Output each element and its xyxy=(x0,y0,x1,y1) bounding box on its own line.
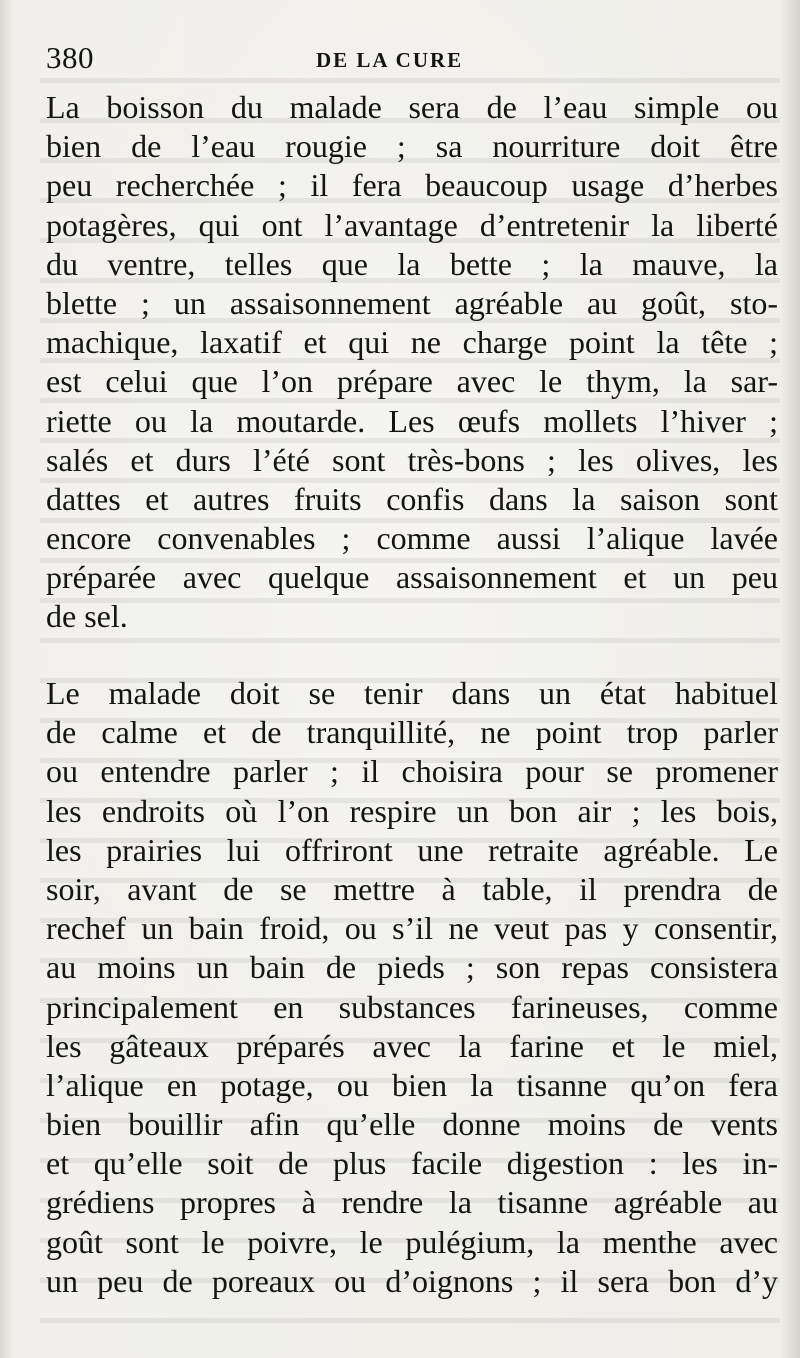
text-line: principalement en substances farineuses, comme xyxy=(46,988,778,1025)
text-line: un peu de poreaux ou d’oignons ; il sera bon d’y xyxy=(46,1262,778,1299)
text-line: l’alique en potage, ou bien la tisanne qu’on fera xyxy=(46,1066,778,1103)
text-line: La boisson du malade sera de l’eau simple ou xyxy=(46,89,778,125)
text-line: du ventre, telles que la bette ; la mauve, la xyxy=(46,245,778,282)
text-line: rechef un bain froid, ou s’il ne veut pas y consentir, xyxy=(46,910,778,947)
text-line: grédiens propres à rendre la tisanne agréable au xyxy=(46,1184,778,1221)
text-line: au moins un bain de pieds ; son repas consistera xyxy=(46,949,778,986)
text-line: les endroits où l’on respire un bon air ; les bois, xyxy=(46,792,778,829)
text-line: salés et durs l’été sont très-bons ; les olives, les xyxy=(46,441,778,478)
text-line: et qu’elle soit de plus facile digestion : les in- xyxy=(46,1145,778,1182)
text-line: peu recherchée ; il fera beaucoup usage d’herbes xyxy=(46,167,778,204)
text-line: dattes et autres fruits confis dans la saison sont xyxy=(46,480,778,517)
text-line: ou entendre parler ; il choisira pour se promener xyxy=(46,753,778,790)
text-line: est celui que l’on prépare avec le thym, la sar- xyxy=(46,363,778,400)
text-line: bien de l’eau rougie ; sa nourriture doit être xyxy=(46,128,778,165)
paragraph-1 xyxy=(46,88,778,637)
text-line: Le malade doit se tenir dans un état habituel xyxy=(46,675,778,711)
text-line: bien bouillir afin qu’elle donne moins de vents xyxy=(46,1106,778,1143)
paragraph-2 xyxy=(46,674,778,1301)
running-head: DE LA CURE xyxy=(316,48,464,72)
text-line: machique, laxatif et qui ne charge point la tête ; xyxy=(46,324,778,361)
text-line: goût sont le poivre, le pulégium, la menthe avec xyxy=(46,1223,778,1260)
text-line: de calme et de tranquillité, ne point trop parler xyxy=(46,714,778,751)
text-line: blette ; un assaisonnement agréable au goût, sto- xyxy=(46,284,778,321)
text-line: encore convenables ; comme aussi l’alique lavée xyxy=(46,520,778,557)
text-line: riette ou la moutarde. Les œufs mollets l’hiver ; xyxy=(46,402,778,439)
text-line: de sel. xyxy=(46,598,128,635)
text-line: préparée avec quelque assaisonnement et un peu xyxy=(46,559,778,596)
text-line: les prairies lui offriront une retraite agréable. Le xyxy=(46,831,778,868)
page-number: 380 xyxy=(46,40,94,75)
text-line: soir, avant de se mettre à table, il prendra de xyxy=(46,870,778,907)
page-header xyxy=(46,40,776,80)
text-line: les gâteaux préparés avec la farine et le miel, xyxy=(46,1027,778,1064)
text-line: potagères, qui ont l’avantage d’entretenir la liberté xyxy=(46,206,778,243)
